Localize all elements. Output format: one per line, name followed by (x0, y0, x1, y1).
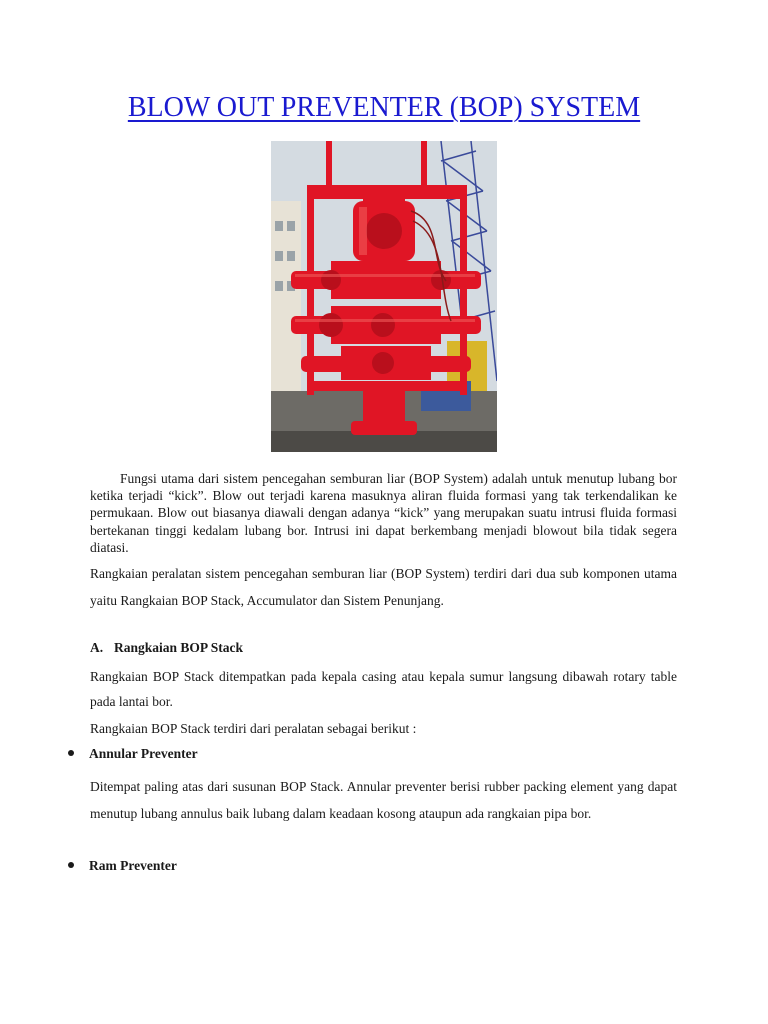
intro-paragraph: Fungsi utama dari sistem pencegahan semburan liar (BOP System) adalah untuk menutup lubang bor ketika terjadi “kick”. Blow out terjadi karena masuknya aliran fluida formasi yang tak terkendalikan ke permukaan. Blow out biasanya diawali dengan adanya “kick” yang merupakan suatu intrusi fluida formasi bertekanan tinggi kedalam lubang bor. Intrusi ini dapat berkembang menjadi blowout bila tidak segera diatasi. (90, 471, 677, 555)
bullet-icon (68, 750, 74, 756)
page-title: BLOW OUT PREVENTER (BOP) SYSTEM (127, 92, 641, 123)
section-a-paragraph-1: Rangkaian BOP Stack ditempatkan pada kepala casing atau kepala sumur langsung dibawah rotary table pada lantai bor. (90, 669, 677, 709)
list-item (68, 746, 198, 762)
section-a-paragraph-2: Rangkaian BOP Stack terdiri dari peralatan sebagai berikut : (90, 721, 417, 736)
list-item-label: Ram Preventer (89, 858, 177, 873)
section-title: Rangkaian BOP Stack (114, 640, 244, 655)
bullet-icon (68, 862, 74, 868)
list-item (68, 858, 177, 874)
section-letter: A. (90, 640, 104, 655)
bop-stack-photo (271, 141, 497, 452)
components-paragraph: Rangkaian peralatan sistem pencegahan semburan liar (BOP System) terdiri dari dua sub komponen utama yaitu Rangkaian BOP Stack, Accumulator dan Sistem Penunjang. (90, 566, 677, 608)
annular-preventer-description: Ditempat paling atas dari susunan BOP Stack. Annular preventer berisi rubber packing element yang dapat menutup lubang annulus baik lubang dalam keadaan kosong ataupun ada rangkaian pipa bor. (90, 779, 677, 821)
list-item-label: Annular Preventer (89, 746, 198, 761)
section-a-heading (90, 640, 243, 656)
